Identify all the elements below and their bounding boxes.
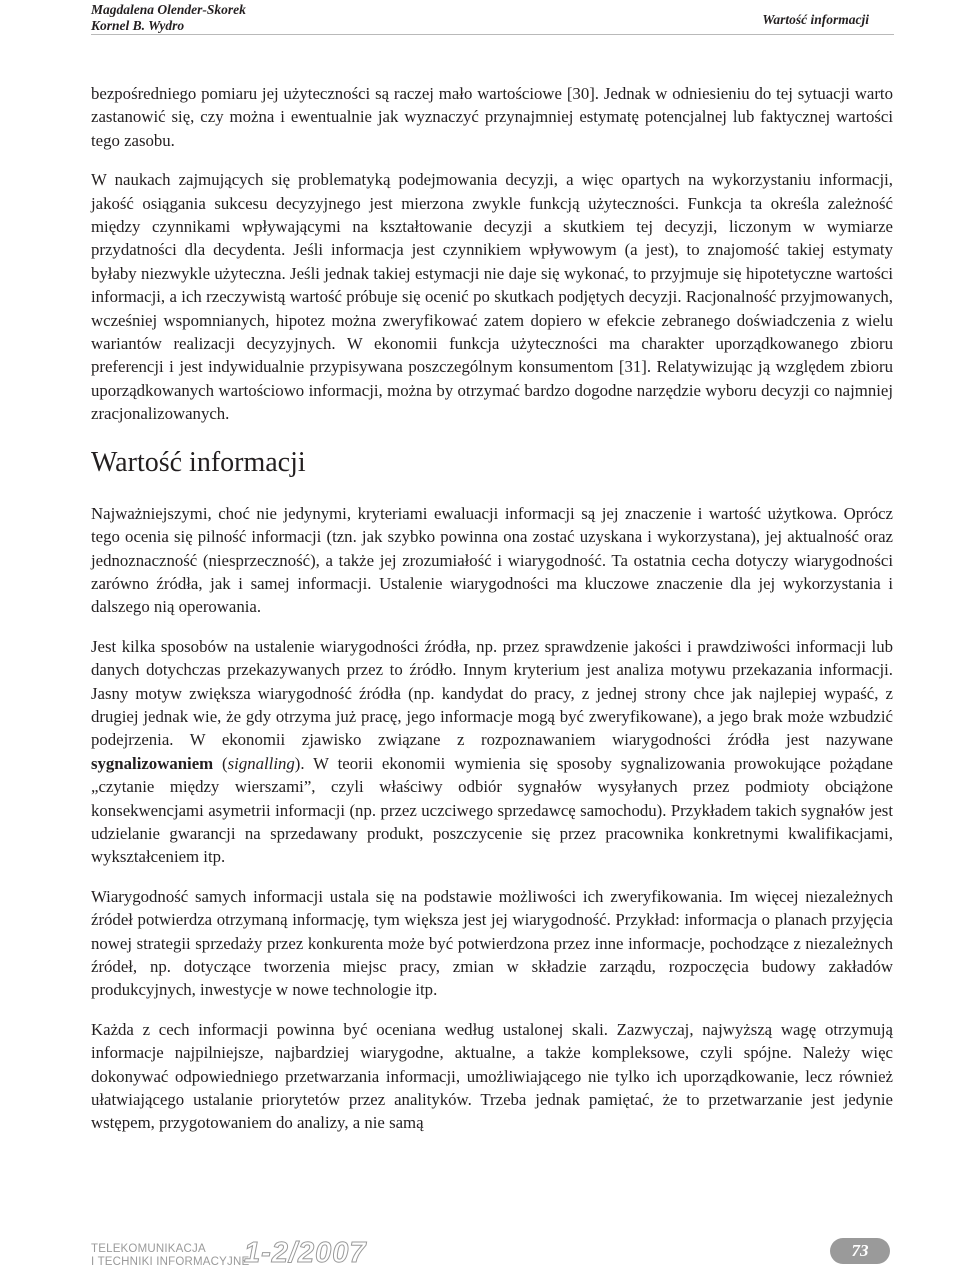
page-number: 73 xyxy=(830,1238,890,1264)
journal-brand xyxy=(91,1243,249,1269)
issue-number: 1-2/2007 xyxy=(244,1237,367,1269)
header-divider xyxy=(91,34,894,35)
paragraph xyxy=(91,635,893,869)
paragraph-text: Jest kilka sposobów na ustalenie wiarygodności źródła, np. przez sprawdzenie jakości i prawdziwości informacji lub danych dotychczas przekazywanych przez to źródło. Innym kryterium jest analiza motywu przekazania informacji. Jasny motyw zwiększa wiarygodność źródła (np. kandydat do pracy, z jednej strony chce jak najlepiej wypaść, z drugiej jednak wie, że gdy otrzyma już pracę, jego informacje mogą być zweryfikowane), a jego brak może wzbudzić podejrzenia. W ekonomii zjawisko związane z rozpoznawaniem wiarygodności źródła jest nazywane xyxy=(91,636,893,750)
article-body xyxy=(91,82,893,1151)
page-footer xyxy=(0,1228,960,1271)
italic-term: signalling xyxy=(227,753,295,773)
journal-brand-line: I TECHNIKI INFORMACYJNE xyxy=(91,1256,250,1268)
journal-brand-line: TELEKOMUNIKACJA xyxy=(91,1243,206,1255)
author-name: Kornel B. Wydro xyxy=(91,18,185,33)
paragraph-text: ). W teorii ekonomii wymienia się sposoby sygnalizowania prowokujące pożądane „czytanie między wierszami”, czyli właściwy odbiór sygnałów wysyłanych przez podmioty obciążone konsekwencjami asymetrii informacji (np. przez uczciwego sprzedawcę samochodu). Przykładem takich sygnałów jest udzielanie gwarancji na sprzedawany produkt, poszczycenie się przez pracownika konkretnymi kwalifikacjami, wykształceniem itp. xyxy=(91,753,893,867)
paragraph: Wiarygodność samych informacji ustala się na podstawie możliwości ich zweryfikowania. Im więcej niezależnych źródeł potwierdza otrzymaną informację, tym większa jest jej wiarygodność. Przykład: informacja o planach przyjęcia nowej strategii sprzedaży przez konkurenta może być potwierdzona przez inne informacje, pochodzące z niezależnych źródeł, np. dotyczące tworzenia miejsc pracy, zmian w składzie zarządu, rozpoczęcia budowy zakładów produkcyjnych, inwestycje w nowe technologie itp. xyxy=(91,886,893,1000)
running-header-title: Wartość informacji xyxy=(762,12,869,27)
section-heading: Wartość informacji xyxy=(91,446,306,478)
paragraph: bezpośredniego pomiaru jej użyteczności są raczej mało wartościowe [30]. Jednak w odniesieniu do tej sytuacji warto zastanowić się, czy można i ewentualnie jak wyznaczyć przynajmniej estymatę potencjalnej lub faktycznej wartości tego zasobu. xyxy=(91,84,893,150)
bold-term: sygnalizowaniem xyxy=(91,753,214,773)
paren-open: ( xyxy=(213,753,228,773)
paragraph: W naukach zajmujących się problematyką podejmowania decyzji, a więc opartych na wykorzystaniu informacji, jakość osiągania sukcesu decyzyjnego jest mierzona zwykle funkcją użyteczności. Funkcja ta określa zależność między czynnikami wpływającymi na kształtowanie decyzji a skutkiem tej decyzji, liczonym w wymiarze przydatności dla decydenta. Jeśli informacja jest czynnikiem wpływowym (a jest), to znajomość takiej estymaty byłaby niezwykle użyteczna. Jeśli jednak takiej estymacji nie daje się wykonać, to przyjmuje się hipotetyczne wartości informacji, a ich rzeczywistą wartość próbuje się ocenić po skutkach podjętych decyzji. Racjonalność przyjmowanych, wcześniej wspomnianych, hipotez można zweryfikować zatem dopiero w efekcie zebranego doświadczenia z wielu wariantów realizacji decyzyjnych. W ekonomii funkcja użyteczności ma charakter uporządkowanego zbioru preferencji i jest indywidualnie przypisywana poszczególnym konsumentom [31]. Relatywizując ją względem zbioru uporządkowanych wartościowo informacji, można by otrzymać bardzo dogodne narzędzie wyboru decyzji co najmniej zracjonalizowanych. xyxy=(91,170,893,424)
author-name: Magdalena Olender-Skorek xyxy=(91,2,246,17)
paragraph: Najważniejszymi, choć nie jedynymi, kryteriami ewaluacji informacji są jej znaczenie i wartość użytkowa. Oprócz tego ocenia się pilność informacji (tzn. jak szybko powinna ona zostać uzyskana i wykorzystana), jej aktualność oraz jednoznaczność (niesprzeczność), a także jej zrozumiałość i wiarygodność. Ta ostatnia cecha dotyczy wiarygodności zarówno źródła, jak i samej informacji. Ustalenie wiarygodności ma kluczowe znaczenie dla jej wykorzystania i dalszego nią operowania. xyxy=(91,503,893,617)
paragraph: Każda z cech informacji powinna być oceniana według ustalonej skali. Zazwyczaj, najwyższą wagę otrzymują informacje najpilniejsze, najbardziej wiarygodne, aktualne, a także kompleksowe, czyli spójne. Należy więc dokonywać odpowiedniego przetwarzania informacji, umożliwiającego nie tylko ich uporządkowanie, lecz również ułatwiającego ustalanie priorytetów przez analityków. Trzeba jednak pamiętać, że to przetwarzanie jest jedynie wstępem, przygotowaniem do analizy, a nie samą xyxy=(91,1019,893,1133)
running-header-authors xyxy=(91,2,246,34)
